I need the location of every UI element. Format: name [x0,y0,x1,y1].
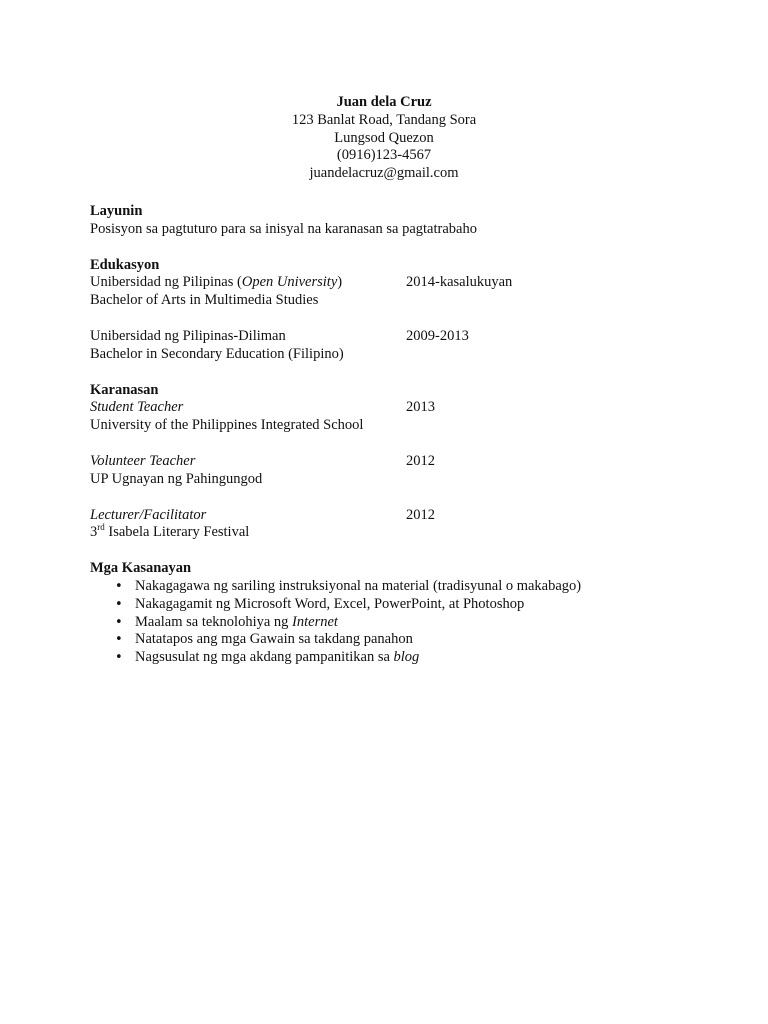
skills-list [90,578,690,667]
list-item: • Maalam sa teknolohiya ng Internet [90,614,690,632]
degree-name: Bachelor in Secondary Education (Filipino) [90,345,344,362]
experience-organization: UP Ugnayan ng Pahingungod [90,470,263,487]
address-line-1: 123 Banlat Road, Tandang Sora [291,111,477,128]
phone-number: (0916)123-4567 [336,147,432,164]
email-address: juandelacruz@gmail.com [309,165,459,182]
resume-body [90,203,690,667]
list-item: • Nakagagamit ng Microsoft Word, Excel, PowerPoint, at Photoshop [90,596,690,614]
education-title: Edukasyon [90,256,160,273]
list-item: • Natatapos ang mga Gawain sa takdang panahon [90,631,690,649]
address-line-2: Lungsod Quezon [334,129,434,146]
experience-section [90,382,690,543]
experience-role: Volunteer Teacher [90,452,196,469]
education-entry [90,328,690,364]
experience-organization: University of the Philippines Integrated School [90,417,364,434]
experience-organization: 3rd Isabela Literary Festival [90,522,250,541]
experience-title: Karanasan [90,381,159,398]
experience-role: Student Teacher [90,399,184,416]
skills-section [90,560,690,667]
list-item: • Nakagagawa ng sariling instruksiyonal na material (tradisyunal o makabago) [90,578,690,596]
education-date: 2014-kasalukuyan [406,274,513,291]
experience-entry [90,507,690,543]
school-name: Unibersidad ng Pilipinas (Open University) [90,274,343,291]
objective-title: Layunin [90,203,143,219]
degree-name: Bachelor of Arts in Multimedia Studies [90,292,319,309]
experience-date: 2013 [406,399,435,416]
education-section [90,257,690,364]
experience-date: 2012 [406,452,435,469]
experience-role: Lecturer/Facilitator [90,506,207,523]
applicant-name: Juan dela Cruz [336,94,432,110]
experience-entry [90,453,690,489]
resume-header [0,94,768,183]
education-date: 2009-2013 [406,327,469,344]
experience-entry [90,399,690,435]
objective-section [90,203,690,239]
experience-date: 2012 [406,506,435,523]
school-name: Unibersidad ng Pilipinas-Diliman [90,327,286,344]
objective-text: Posisyon sa pagtuturo para sa inisyal na karanasan sa pagtatrabaho [90,220,477,237]
skills-title: Mga Kasanayan [90,560,192,577]
education-entry [90,274,690,310]
list-item: • Nagsusulat ng mga akdang pampanitikan sa blog [90,649,690,667]
